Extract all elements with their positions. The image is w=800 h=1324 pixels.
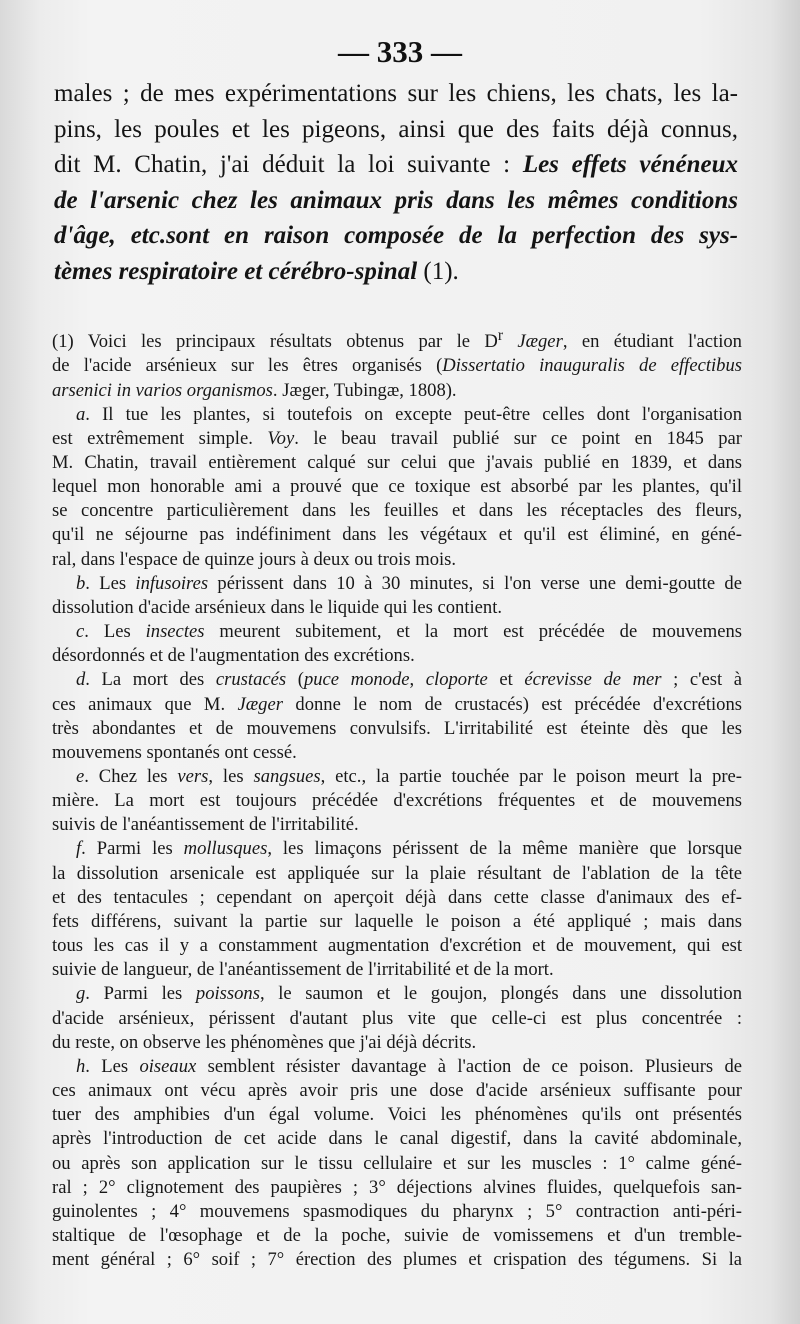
footnote-text-run: , les (208, 766, 254, 787)
footnote-text-run (503, 331, 517, 352)
footnote-line (52, 668, 742, 692)
footnote (52, 324, 742, 1272)
footnote-text-run: . Jæger, Tubingæ, 1808). (272, 379, 457, 401)
footnote-line (52, 499, 742, 523)
main-text-run: males ; de mes expérimentations sur les chiens, les chats, les la- (54, 80, 738, 107)
footnote-line (52, 1127, 742, 1151)
footnote-text-run: de l'acide arsénieux sur les êtres organisés ( (52, 355, 443, 377)
footnote-line (52, 523, 742, 547)
footnote-text-run: , les limaçons périssent de la même manière que lorsque (267, 838, 742, 860)
footnote-text-run: sangsues (253, 766, 321, 787)
footnote-text-run: d'acide arsénieux, périssent d'autant plus vite que celle-ci est plus concentrée : (52, 1007, 742, 1029)
main-line (54, 218, 738, 254)
footnote-text-run: écrevisse de mer (524, 669, 662, 691)
footnote-text-run: , le saumon et le goujon, plongés dans une dissolution (259, 983, 742, 1005)
footnote-text-run: tous les cas il y a constamment augmentation d'excrétion et de mouvement, qui est (52, 935, 742, 957)
footnote-line (52, 837, 742, 861)
main-text-run: Les effets vénéneux (522, 151, 738, 178)
footnote-text-run: c (76, 621, 85, 643)
footnote-line (52, 475, 742, 499)
footnote-line (52, 1055, 742, 1079)
main-text-run: dit M. Chatin, j'ai déduit la loi suivante : (54, 151, 523, 178)
footnote-text-run: ces animaux que M. (52, 693, 238, 715)
footnote-text-run: . Parmi les (81, 838, 184, 860)
footnote-text-run: mière. La mort est toujours précédée d'excrétions fréquentes et de mouvemens (52, 790, 742, 812)
footnote-line (52, 427, 742, 451)
footnote-text-run: , etc., la partie touchée par le poison meurt la pre- (320, 766, 743, 787)
footnote-text-run: très abondantes et de mouvemens convulsifs. L'irritabilité est éteinte dès que les (52, 717, 742, 739)
footnote-text-run: meurent subitement, et la mort est précédée de mouvemens (204, 621, 742, 643)
footnote-line (52, 403, 742, 427)
footnote-text-run: Jæger (237, 693, 283, 715)
footnote-text-run: f (76, 838, 82, 860)
footnote-text-run: et (487, 669, 525, 691)
main-line (54, 254, 738, 290)
footnote-text-run: . Il tue les plantes, si toutefois on excepte peut-être celles dont l'organisation (85, 403, 742, 425)
footnote-line (52, 1103, 742, 1127)
footnote-line (52, 620, 742, 644)
footnote-text-run: . Les (85, 572, 136, 594)
footnote-text-run: puce monode (303, 669, 410, 691)
footnote-text-run: lequel mon honorable ami a prouvé que ce toxique est absorbé par les plantes, qu'il (52, 476, 742, 498)
footnote-text-run: ral, dans l'espace de quinze jours à deux ou trois mois. (52, 548, 457, 570)
footnote-line (52, 644, 742, 668)
footnote-text-run: , en étudiant l'action (562, 331, 742, 353)
main-text-run: de l'arsenic chez les animaux pris dans les mêmes conditions (54, 186, 738, 214)
main-line (54, 183, 738, 219)
footnote-line (52, 596, 742, 620)
footnote-text-run: du reste, on observe les phénomènes que j'ai déjà décrits. (52, 1031, 477, 1053)
footnote-text-run: se concentre particulièrement dans les feuilles et dans les réceptacles des fleurs, (52, 500, 742, 522)
footnote-text-run: poissons (195, 983, 260, 1005)
footnote-text-run: b (76, 572, 86, 594)
footnote-text-run: ; c'est à (661, 669, 743, 691)
main-text-run: tèmes respiratoire et cérébro-spinal (54, 257, 418, 285)
footnote-line (52, 451, 742, 475)
main-text-run: pins, les poules et les pigeons, ainsi que des faits déjà connus, (54, 115, 738, 143)
footnote-line (52, 910, 742, 934)
footnote-line (52, 1031, 742, 1055)
footnote-line (52, 379, 742, 403)
footnote-line (52, 548, 742, 572)
footnote-text-run: M. Chatin, travail entièrement calqué sur celui que j'avais publié en 1839, et dans (52, 451, 742, 473)
footnote-text-run: . Les (84, 621, 146, 643)
footnote-text-run: vers (177, 766, 209, 787)
footnote-text-run: cloporte (425, 669, 488, 691)
footnote-line (52, 934, 742, 958)
footnote-line (52, 1200, 742, 1224)
footnote-text-run: ou après son application sur le tissu cellulaire et sur les muscles : 1° calme géné- (52, 1152, 742, 1174)
footnote-line (52, 958, 742, 982)
footnote-text-run: mollusques (183, 838, 268, 860)
footnote-text-run: dissolution d'acide arsénieux dans le liquide qui les contient. (52, 596, 503, 618)
footnote-text-run: ment général ; 6° soif ; 7° érection des plumes et crispation des tégumens. Si la (52, 1249, 742, 1271)
footnote-text-run: a (76, 403, 86, 425)
footnote-text-run: insectes (145, 621, 205, 643)
footnote-text-run: Dissertatio inauguralis de effectibus (442, 355, 742, 377)
footnote-text-run: , (409, 669, 426, 691)
footnote-line (52, 1007, 742, 1031)
footnote-line (52, 741, 742, 765)
footnote-line (52, 693, 742, 717)
footnote-text-run: fets différens, suivant la partie sur laquelle le poison a été appliqué ; mais dans (52, 910, 742, 932)
footnote-text-run: . Parmi les (85, 983, 196, 1005)
footnote-line (52, 1248, 742, 1272)
footnote-text-run: suivie de langueur, de l'anéantissement de l'irritabilité et de la mort. (52, 959, 554, 981)
footnote-line (52, 717, 742, 741)
footnote-text-run: mouvemens spontanés ont cessé. (52, 741, 297, 763)
footnote-text-run: . La mort des (85, 669, 216, 691)
footnote-line (52, 765, 742, 789)
footnote-text-run: (1) Voici les principaux résultats obtenus par le D (52, 331, 498, 353)
footnote-text-run: suivis de l'anéantissement de l'irritabilité. (52, 814, 359, 836)
main-text-run: (1). (417, 257, 459, 285)
footnote-text-run: guinolentes ; 4° mouvemens spasmodiques du pharynx ; 5° contraction anti-péri- (52, 1200, 742, 1222)
footnote-text-run: infusoires (135, 572, 209, 594)
footnote-text-run: tuer des amphibies d'un égal volume. Voici les phénomènes qu'ils ont présentés (52, 1104, 742, 1126)
footnote-line (52, 1079, 742, 1103)
main-line (54, 112, 738, 148)
page-number: — 333 — (338, 34, 462, 69)
main-text-run: d'âge, etc.sont en raison composée de la perfection des sys- (54, 222, 738, 249)
footnote-text-run: ces animaux ont vécu après avoir pris une dose d'acide arsénieux suffisante pour (52, 1080, 742, 1102)
footnote-line (52, 813, 742, 837)
footnote-text-run: après l'introduction de cet acide dans le canal digestif, dans la cavité abdominale, (52, 1128, 742, 1150)
footnote-text-run: d (76, 669, 86, 691)
footnote-text-run: . Chez les (84, 766, 178, 787)
footnote-text-run: ral ; 2° clignotement des paupières ; 3° déjections alvines fluides, quelquefois san- (52, 1176, 742, 1198)
main-line (54, 76, 738, 112)
footnote-line (52, 1224, 742, 1248)
footnote-text-run: la dissolution arsenicale est appliquée sur la plaie résultant de l'ablation de la tête (52, 862, 742, 884)
footnote-line (52, 1176, 742, 1200)
footnote-text-run: oiseaux (139, 1055, 197, 1077)
footnote-text-run: périssent dans 10 à 30 minutes, si l'on verse une demi-goutte de (208, 572, 742, 594)
footnote-line (52, 1152, 742, 1176)
footnote-text-run: e (76, 766, 85, 787)
footnote-line (52, 572, 742, 596)
footnote-text-run: . Les (85, 1055, 140, 1077)
footnote-text-run: et des tentacules ; cependant on aperçoit déjà dans cette classe d'animaux des ef- (52, 886, 742, 908)
footnote-text-run: arsenici in varios organismos (52, 379, 273, 401)
footnote-text-run: . le beau travail publié sur ce point en 1845 par (294, 427, 742, 449)
footnote-text-run: désordonnés et de l'augmentation des excrétions. (52, 645, 415, 667)
footnote-text-run: staltique de l'œsophage et de la poche, suivie de vomissemens et d'un tremble- (52, 1224, 742, 1246)
footnote-line (52, 862, 742, 886)
footnote-line (52, 886, 742, 910)
footnote-text-run: ( (286, 669, 304, 691)
main-text (54, 76, 738, 289)
footnote-text-run: h (76, 1055, 86, 1077)
footnote-text-run: semblent résister davantage à l'action de ce poison. Plusieurs de (196, 1055, 743, 1077)
footnote-text-run: Jæger (517, 331, 563, 353)
footnote-text-run: Voy (267, 427, 295, 449)
footnote-line (52, 982, 742, 1006)
footnote-line (52, 354, 742, 378)
footnote-text-run: r (497, 327, 503, 344)
footnote-line (52, 324, 742, 354)
main-line (54, 147, 738, 183)
footnote-text-run: qu'il ne séjourne pas indéfiniment dans les végétaux et qu'il est éliminé, en géné- (52, 524, 742, 546)
footnote-line (52, 789, 742, 813)
footnote-text-run: crustacés (215, 669, 287, 691)
footnote-text-run: donne le nom de crustacés) est précédée d'excrétions (282, 693, 742, 715)
footnote-text-run: g (76, 983, 86, 1005)
footnote-text-run: est extrêmement simple. (52, 427, 268, 449)
